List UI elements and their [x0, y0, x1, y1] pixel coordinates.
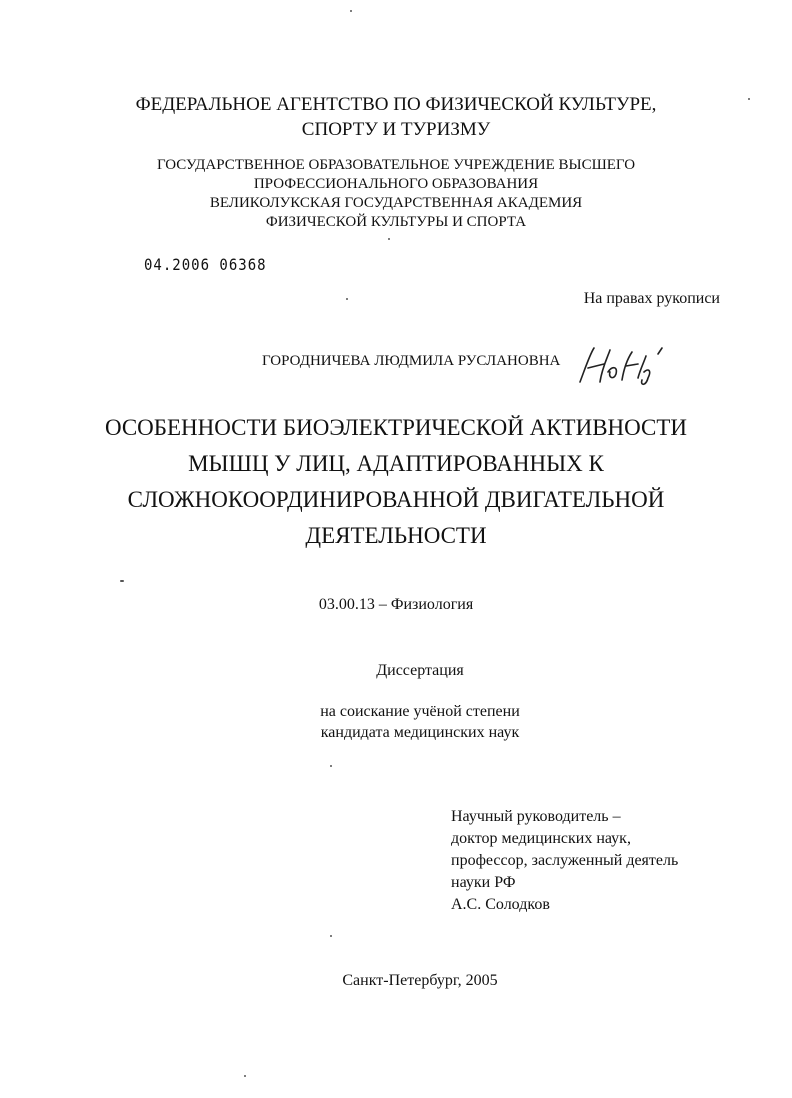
- specialty: 03.00.13 – Физиология: [318, 596, 474, 613]
- work-type: Диссертация: [376, 662, 464, 679]
- library-stamp-code: 04.2006 06368: [144, 256, 267, 275]
- scan-speck: [350, 10, 352, 12]
- agency-line-2: СПОРТУ И ТУРИЗМУ: [301, 119, 491, 140]
- advisor-line-5: А.С. Солодков: [451, 896, 550, 913]
- scan-speck: [346, 298, 348, 300]
- advisor-line-1: Научный руководитель –: [451, 808, 621, 825]
- signature-icon: [574, 342, 674, 392]
- agency-line-1: ФЕДЕРАЛЬНОЕ АГЕНТСТВО ПО ФИЗИЧЕСКОЙ КУЛЬТУРЕ,: [135, 94, 657, 115]
- degree-line-1: на соискание учёной степени: [320, 703, 520, 720]
- institution-block: [0, 156, 792, 232]
- title-line-4: ДЕЯТЕЛЬНОСТИ: [305, 523, 487, 548]
- degree-block: [0, 701, 792, 743]
- scan-speck: [330, 765, 332, 767]
- title-line-1: ОСОБЕННОСТИ БИОЭЛЕКТРИЧЕСКОЙ АКТИВНОСТИ: [104, 415, 688, 440]
- city-year: Санкт-Петербург, 2005: [342, 972, 498, 989]
- agency-header: [0, 92, 792, 142]
- advisor-block: [451, 806, 678, 916]
- institution-line-1: ГОСУДАРСТВЕННОЕ ОБРАЗОВАТЕЛЬНОЕ УЧРЕЖДЕНИЕ ВЫСШЕГО: [156, 157, 636, 173]
- scan-speck: [388, 238, 390, 240]
- advisor-line-3: профессор, заслуженный деятель: [451, 852, 679, 869]
- institution-line-4: ФИЗИЧЕСКОЙ КУЛЬТУРЫ И СПОРТА: [265, 214, 527, 230]
- author-name: ГОРОДНИЧЕВА ЛЮДМИЛА РУСЛАНОВНА: [262, 353, 561, 369]
- rights-note: На правах рукописи: [583, 290, 720, 307]
- institution-line-3: ВЕЛИКОЛУКСКАЯ ГОСУДАРСТВЕННАЯ АКАДЕМИЯ: [209, 195, 583, 211]
- degree-line-2: кандидата медицинских наук: [320, 724, 520, 741]
- title-line-2: МЫШЦ У ЛИЦ, АДАПТИРОВАННЫХ К: [188, 451, 604, 476]
- institution-line-2: ПРОФЕССИОНАЛЬНОГО ОБРАЗОВАНИЯ: [253, 176, 539, 192]
- title-line-3: СЛОЖНОКООРДИНИРОВАННОЙ ДВИГАТЕЛЬНОЙ: [127, 487, 665, 512]
- advisor-line-2: доктор медицинских наук,: [451, 830, 631, 847]
- dissertation-title: [0, 410, 792, 554]
- scan-speck: [748, 98, 750, 100]
- scan-speck: [244, 1075, 246, 1077]
- advisor-line-4: науки РФ: [451, 874, 516, 891]
- scan-speck: [120, 580, 124, 582]
- scan-speck: [330, 935, 332, 937]
